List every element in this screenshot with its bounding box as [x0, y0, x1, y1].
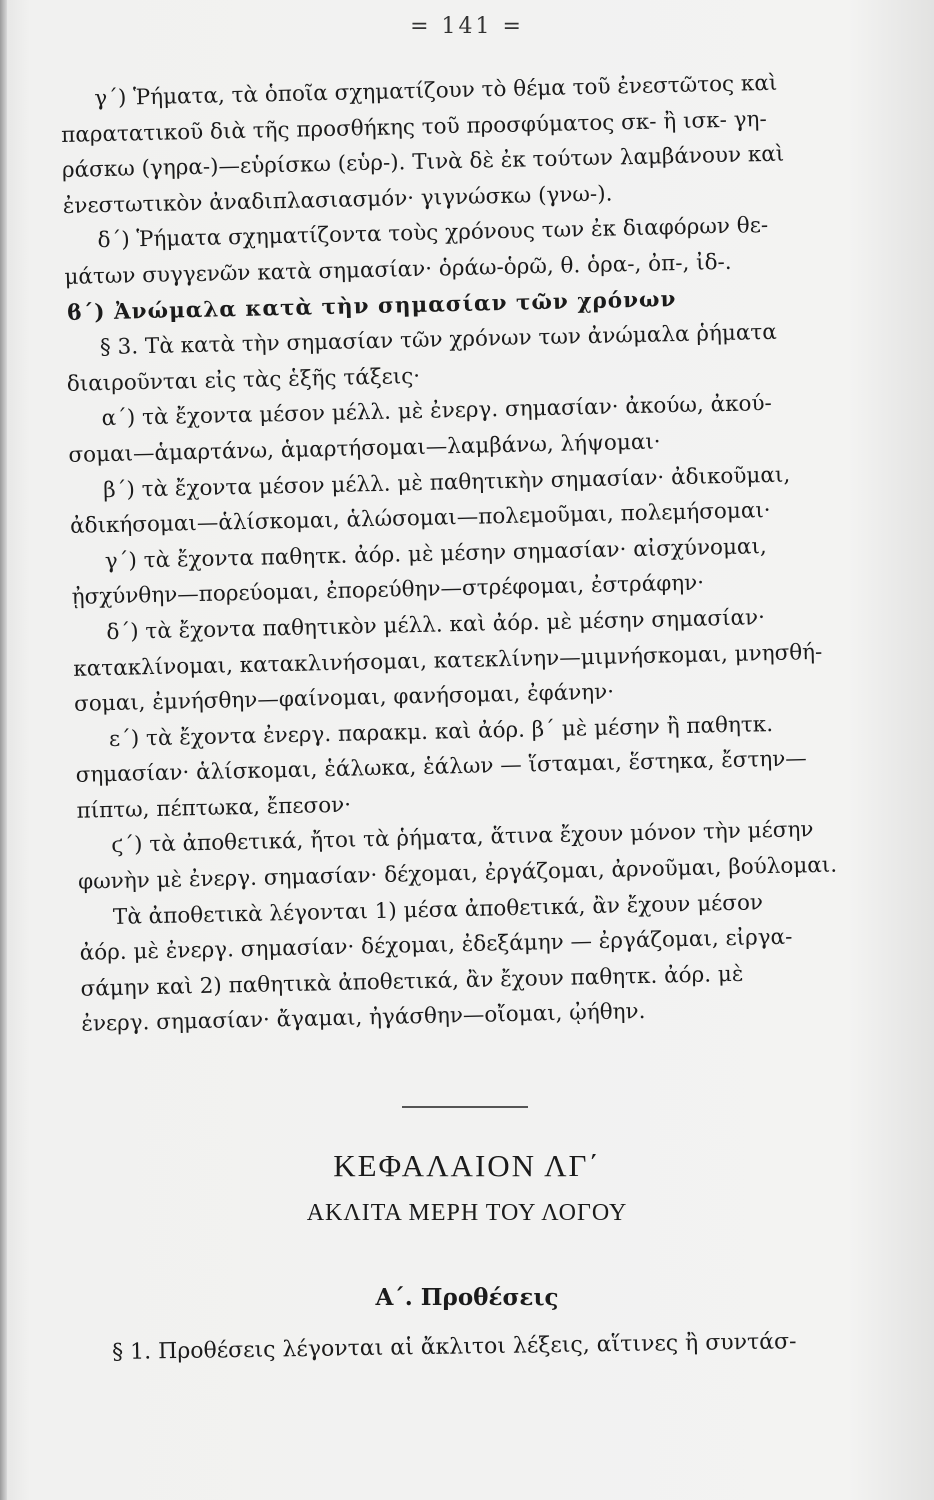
text-line: φωνὴν μὲ ἐνεργ. σημασίαν· δέχομαι, ἐργάζομαι, ἀρνοῦμαι, βούλομαι. [77, 852, 838, 895]
text-line: ᾐσχύνθην—πορεύομαι, ἐπορεύθην—στρέφομαι, ἐστράφην· [71, 570, 705, 611]
text-line: ἐνεστωτικὸν ἀναδιπλασιασμόν· γιγνώσκω (γνω-). [62, 181, 613, 219]
text-line: ἀδικήσομαι—ἁλίσκομαι, ἁλώσομαι—πολεμοῦμαι, πολεμήσομαι· [69, 498, 771, 540]
text-line: ϛ΄) τὰ ἀποθετικά, ἤτοι τὰ ῥήματα, ἅτινα ἔχουν μόνον τὴν μέσην [111, 817, 814, 859]
page-spine-shadow [0, 0, 7, 1500]
text-line: ἐνεργ. σημασίαν· ἄγαμαι, ἠγάσθην—οἴομαι, ᾠήθην. [81, 999, 646, 1038]
section-heading: Α΄. Προθέσεις [375, 1284, 559, 1311]
text-line: α΄) τὰ ἔχοντα μέσον μέλλ. μὲ ἐνεργ. σημασίαν· ἀκούω, ἀκού- [101, 391, 773, 432]
text-line: § 1. Προθέσεις λέγονται αἱ ἄκλιτοι λέξεις, αἵτινες ἢ συντάσ- [112, 1329, 797, 1365]
chapter-title: ΚΕΦΑΛΑΙΟΝ ΛΓ΄ [333, 1148, 601, 1183]
text-line: κατακλίνομαι, κατακλινήσομαι, κατεκλίνην—μιμνήσκομαι, μνησθή- [73, 639, 823, 682]
section-divider [402, 1106, 528, 1108]
text-line: ἀόρ. μὲ ἐνεργ. σημασίαν· δέχομαι, ἐδεξάμην — ἐργάζομαι, εἰργα- [79, 924, 793, 967]
chapter-subtitle: ΑΚΛΙΤΑ ΜΕΡΗ ΤΟΥ ΛΟΓΟΥ [306, 1200, 628, 1226]
text-line: β΄) τὰ ἔχοντα μέσον μέλλ. μὲ παθητικὴν σημασίαν· ἀδικοῦμαι, [102, 462, 791, 503]
text-line: γ΄) Ῥήματα, τὰ ὁποῖα σχηματίζουν τὸ θέμα τοῦ ἐνεστῶτος καὶ [94, 70, 778, 112]
text-line: σάμην καὶ 2) παθητικὰ ἀποθετικά, ἂν ἔχουν παθητκ. ἀόρ. μὲ [80, 961, 744, 1002]
text-line: δ΄) Ῥήματα σχηματίζοντα τοὺς χρόνους των ἐκ διαφόρων θε- [97, 213, 769, 254]
text-line: μάτων συγγενῶν κατὰ σημασίαν· ὁράω-ὁρῶ, θ. ὁρα-, ὀπ-, ἰδ-. [64, 249, 732, 290]
subsection-heading: ϐ΄) Ἀνώμαλα κατὰ τὴν σημασίαν τῶν χρόνων [66, 286, 677, 326]
text-line: Τὰ ἀποθετικὰ λέγονται 1) μέσα ἀποθετικά, ἂν ἔχουν μέσον [112, 889, 764, 930]
text-line: ράσκω (γηρα-)—εὑρίσκω (εὑρ-). Τινὰ δὲ ἐκ τούτων λαμβάνουν καὶ [61, 141, 785, 184]
text-line: § 3. Τὰ κατὰ τὴν σημασίαν τῶν χρόνων των ἀνώμαλα ῥήματα [99, 319, 778, 361]
body-text [60, 63, 912, 1043]
text-line: διαιροῦνται εἰς τὰς ἑξῆς τάξεις· [66, 363, 421, 397]
text-line: σομαι—ἁμαρτάνω, ἁμαρτήσομαι—λαμβάνω, λήψομαι· [68, 429, 661, 468]
text-line: σομαι, ἐμνήσθην—φαίνομαι, φανήσομαι, ἐφάνην· [73, 679, 615, 717]
page-number: = 141 = [410, 14, 524, 39]
text-line: δ΄) τὰ ἔχοντα παθητικὸν μέλλ. καὶ ἀόρ. μὲ μέσην σημασίαν· [106, 605, 766, 645]
text-line: ε΄) τὰ ἔχοντα ἐνεργ. παρακμ. καὶ ἀόρ. β΄ μὲ μέσην ἢ παθητκ. [108, 711, 774, 752]
text-line: γ΄) τὰ ἔχοντα παθητκ. ἀόρ. μὲ μέσην σημασίαν· αἰσχύνομαι, [104, 533, 767, 574]
text-line: σημασίαν· ἁλίσκομαι, ἑάλωκα, ἑάλων — ἵσταμαι, ἕστηκα, ἔστην— [75, 746, 808, 789]
text-line: παρατατικοῦ διὰ τῆς προσθήκης τοῦ προσφύματος σκ- ἢ ισκ- γη- [60, 106, 767, 148]
text-line: πίπτω, πέπτωκα, ἔπεσον· [76, 792, 352, 824]
